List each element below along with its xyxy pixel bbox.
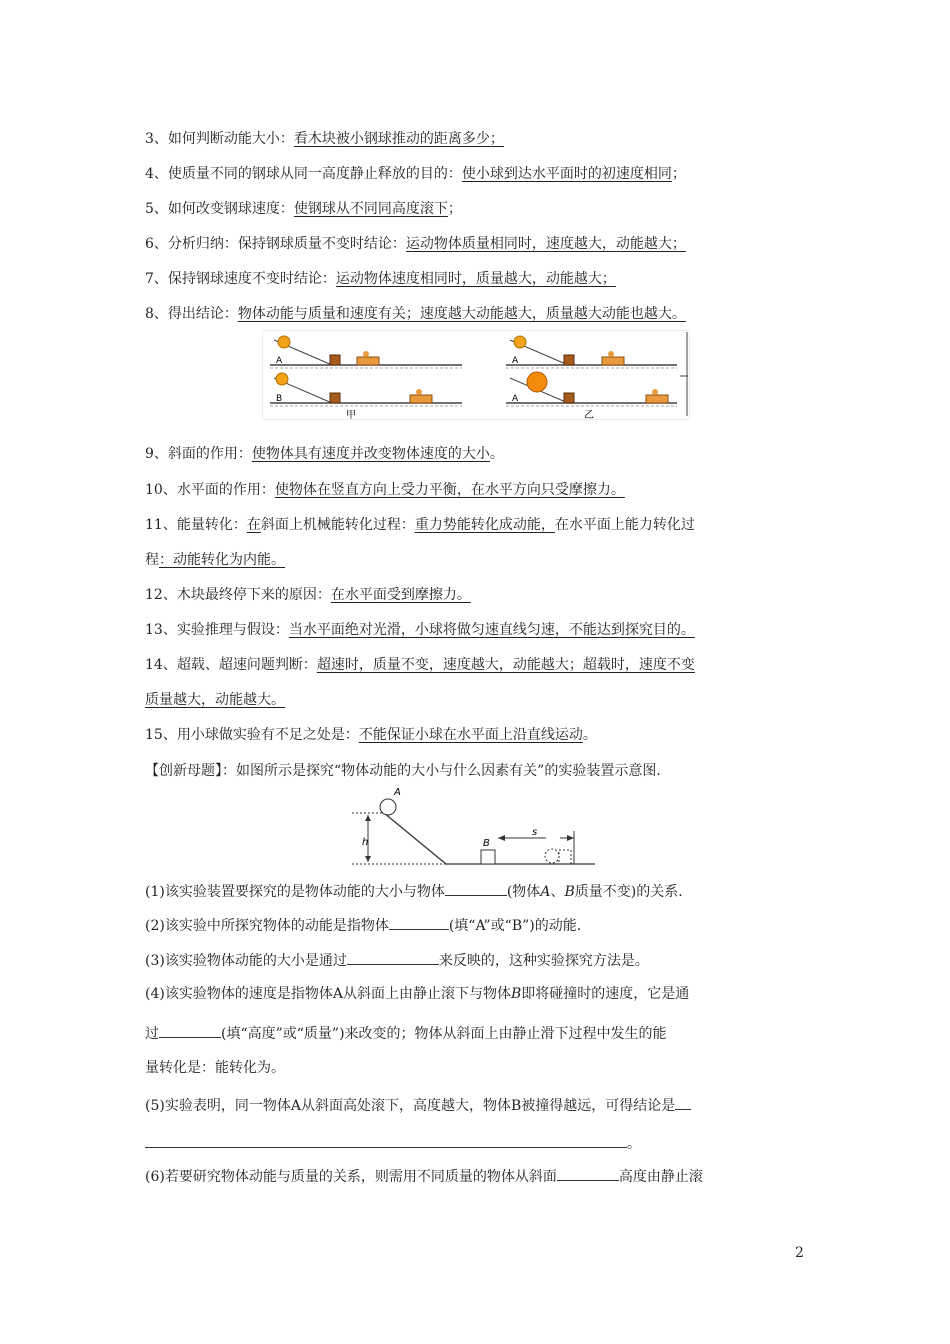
caption-left: 甲 <box>346 410 356 420</box>
answer-blank[interactable] <box>675 1095 691 1110</box>
item-14: 14、超载、超速问题判断：超速时，质量不变，速度越大，动能越大；超载时，速度不变 <box>145 657 695 673</box>
label-a: A <box>276 356 283 366</box>
svg-text:A: A <box>512 394 519 404</box>
question-4-cont2: 量转化是：能转化为。 <box>145 1060 285 1076</box>
question-6: (6)若要研究物体动能与质量的关系，则需用不同质量的物体从斜面 高度由静止滚 <box>145 1166 703 1187</box>
creative-title: 【创新母题】 <box>145 763 222 779</box>
page-number: 2 <box>795 1245 804 1261</box>
answer: 使小球到达水平面时的初速度相同 <box>461 166 672 182</box>
item-7: 7、保持钢球速度不变时结论：运动物体速度相同时，质量越大，动能越大； <box>145 271 616 287</box>
answer: 运动物体速度相同时，质量越大，动能越大； <box>335 271 616 287</box>
item-10: 10、水平面的作用：使物体在竖直方向上受力平衡，在水平方向只受摩擦力。 <box>145 482 625 498</box>
item-12: 12、木块最终停下来的原因：在水平面受到摩擦力。 <box>145 587 471 603</box>
item-5: 5、如何改变钢球速度：使钢球从不同同高度滚下； <box>145 201 462 217</box>
item-11: 11、能量转化：在斜面上机械能转化过程：重力势能转化成动能，在水平面上能力转化过 <box>145 517 695 533</box>
item-6: 6、分析归纳：保持钢球质量不变时结论：运动物体质量相同时，速度越大，动能越大； <box>145 236 686 252</box>
svg-text:A: A <box>512 356 519 366</box>
answer-blank[interactable] <box>445 881 507 896</box>
answer: 使物体在竖直方向上受力平衡，在水平方向只受摩擦力。 <box>274 482 625 498</box>
question-4-cont: 过 (填“高度”或“质量”)来改变的；物体从斜面上由静止滑下过程中发生的能 <box>145 1023 667 1044</box>
label-a: A <box>394 787 401 798</box>
item-11-cont: 程：动能转化为内能。 <box>145 552 285 568</box>
answer: 使钢球从不同同高度滚下 <box>293 201 448 217</box>
item-9: 9、斜面的作用：使物体具有速度并改变物体速度的大小。 <box>145 446 504 462</box>
answer: 不能保证小球在水平面上沿直线运动 <box>358 727 583 743</box>
experiment-figure-2 <box>348 785 598 870</box>
item-4: 4、使质量不同的钢球从同一高度静止释放的目的：使小球到达水平面时的初速度相同； <box>145 166 686 182</box>
answer-blank[interactable] <box>145 1133 627 1148</box>
answer-blank[interactable] <box>389 915 449 930</box>
answer: 使物体具有速度并改变物体速度的大小 <box>251 446 490 462</box>
label-h: h <box>362 837 369 848</box>
creative-heading: 【创新母题】：如图所示是探究“物体动能的大小与什么因素有关”的实验装置示意图. <box>145 763 661 779</box>
question-3: (3)该实验物体动能的大小是通过 来反映的，这种实验探究方法是。 <box>145 950 649 971</box>
item-13: 13、实验推理与假设：当水平面绝对光滑，小球将做匀速直线匀速，不能达到探究目的。 <box>145 622 695 638</box>
caption-right: 乙 <box>584 410 594 420</box>
label-b: B <box>483 838 490 849</box>
item-14-cont: 质量越大，动能越大。 <box>145 692 285 708</box>
item-8: 8、得出结论：物体动能与质量和速度有关；速度越大动能越大，质量越大动能也越大。 <box>145 306 686 322</box>
question-4: (4)该实验物体的速度是指物体A从斜面上由静止滚下与物体B即将碰撞时的速度，它是通 <box>145 986 690 1002</box>
experiment-figure-1 <box>262 330 690 420</box>
question-5: (5)实验表明，同一物体A从斜面高处滚下，高度越大，物体B被撞得越远，可得结论是 <box>145 1095 691 1116</box>
answer-blank[interactable] <box>159 1023 221 1038</box>
question-5-cont: 。 <box>145 1133 641 1154</box>
answer: 在水平面受到摩擦力。 <box>330 587 471 603</box>
answer-blank[interactable] <box>557 1166 619 1181</box>
label-s: s <box>532 827 538 838</box>
item-15: 15、用小球做实验有不足之处是：不能保证小球在水平面上沿直线运动。 <box>145 727 597 743</box>
question-2: (2)该实验中所探究物体的动能是指物体 (填“A”或“B”)的动能. <box>145 915 581 936</box>
answer: 物体动能与质量和速度有关；速度越大动能越大，质量越大动能也越大。 <box>237 306 686 322</box>
answer: 运动物体质量相同时，速度越大，动能越大； <box>405 236 686 252</box>
answer-blank[interactable] <box>347 950 439 965</box>
item-3: 3、如何判断动能大小：看木块被小钢球推动的距离多少； <box>145 131 504 147</box>
answer: 当水平面绝对光滑，小球将做匀速直线匀速，不能达到探究目的。 <box>288 622 695 638</box>
question-1: (1)该实验装置要探究的是物体动能的大小与物体 (物体A、B质量不变)的关系. <box>145 881 683 902</box>
answer: 看木块被小钢球推动的距离多少； <box>293 131 504 147</box>
label-b: B <box>276 394 283 404</box>
